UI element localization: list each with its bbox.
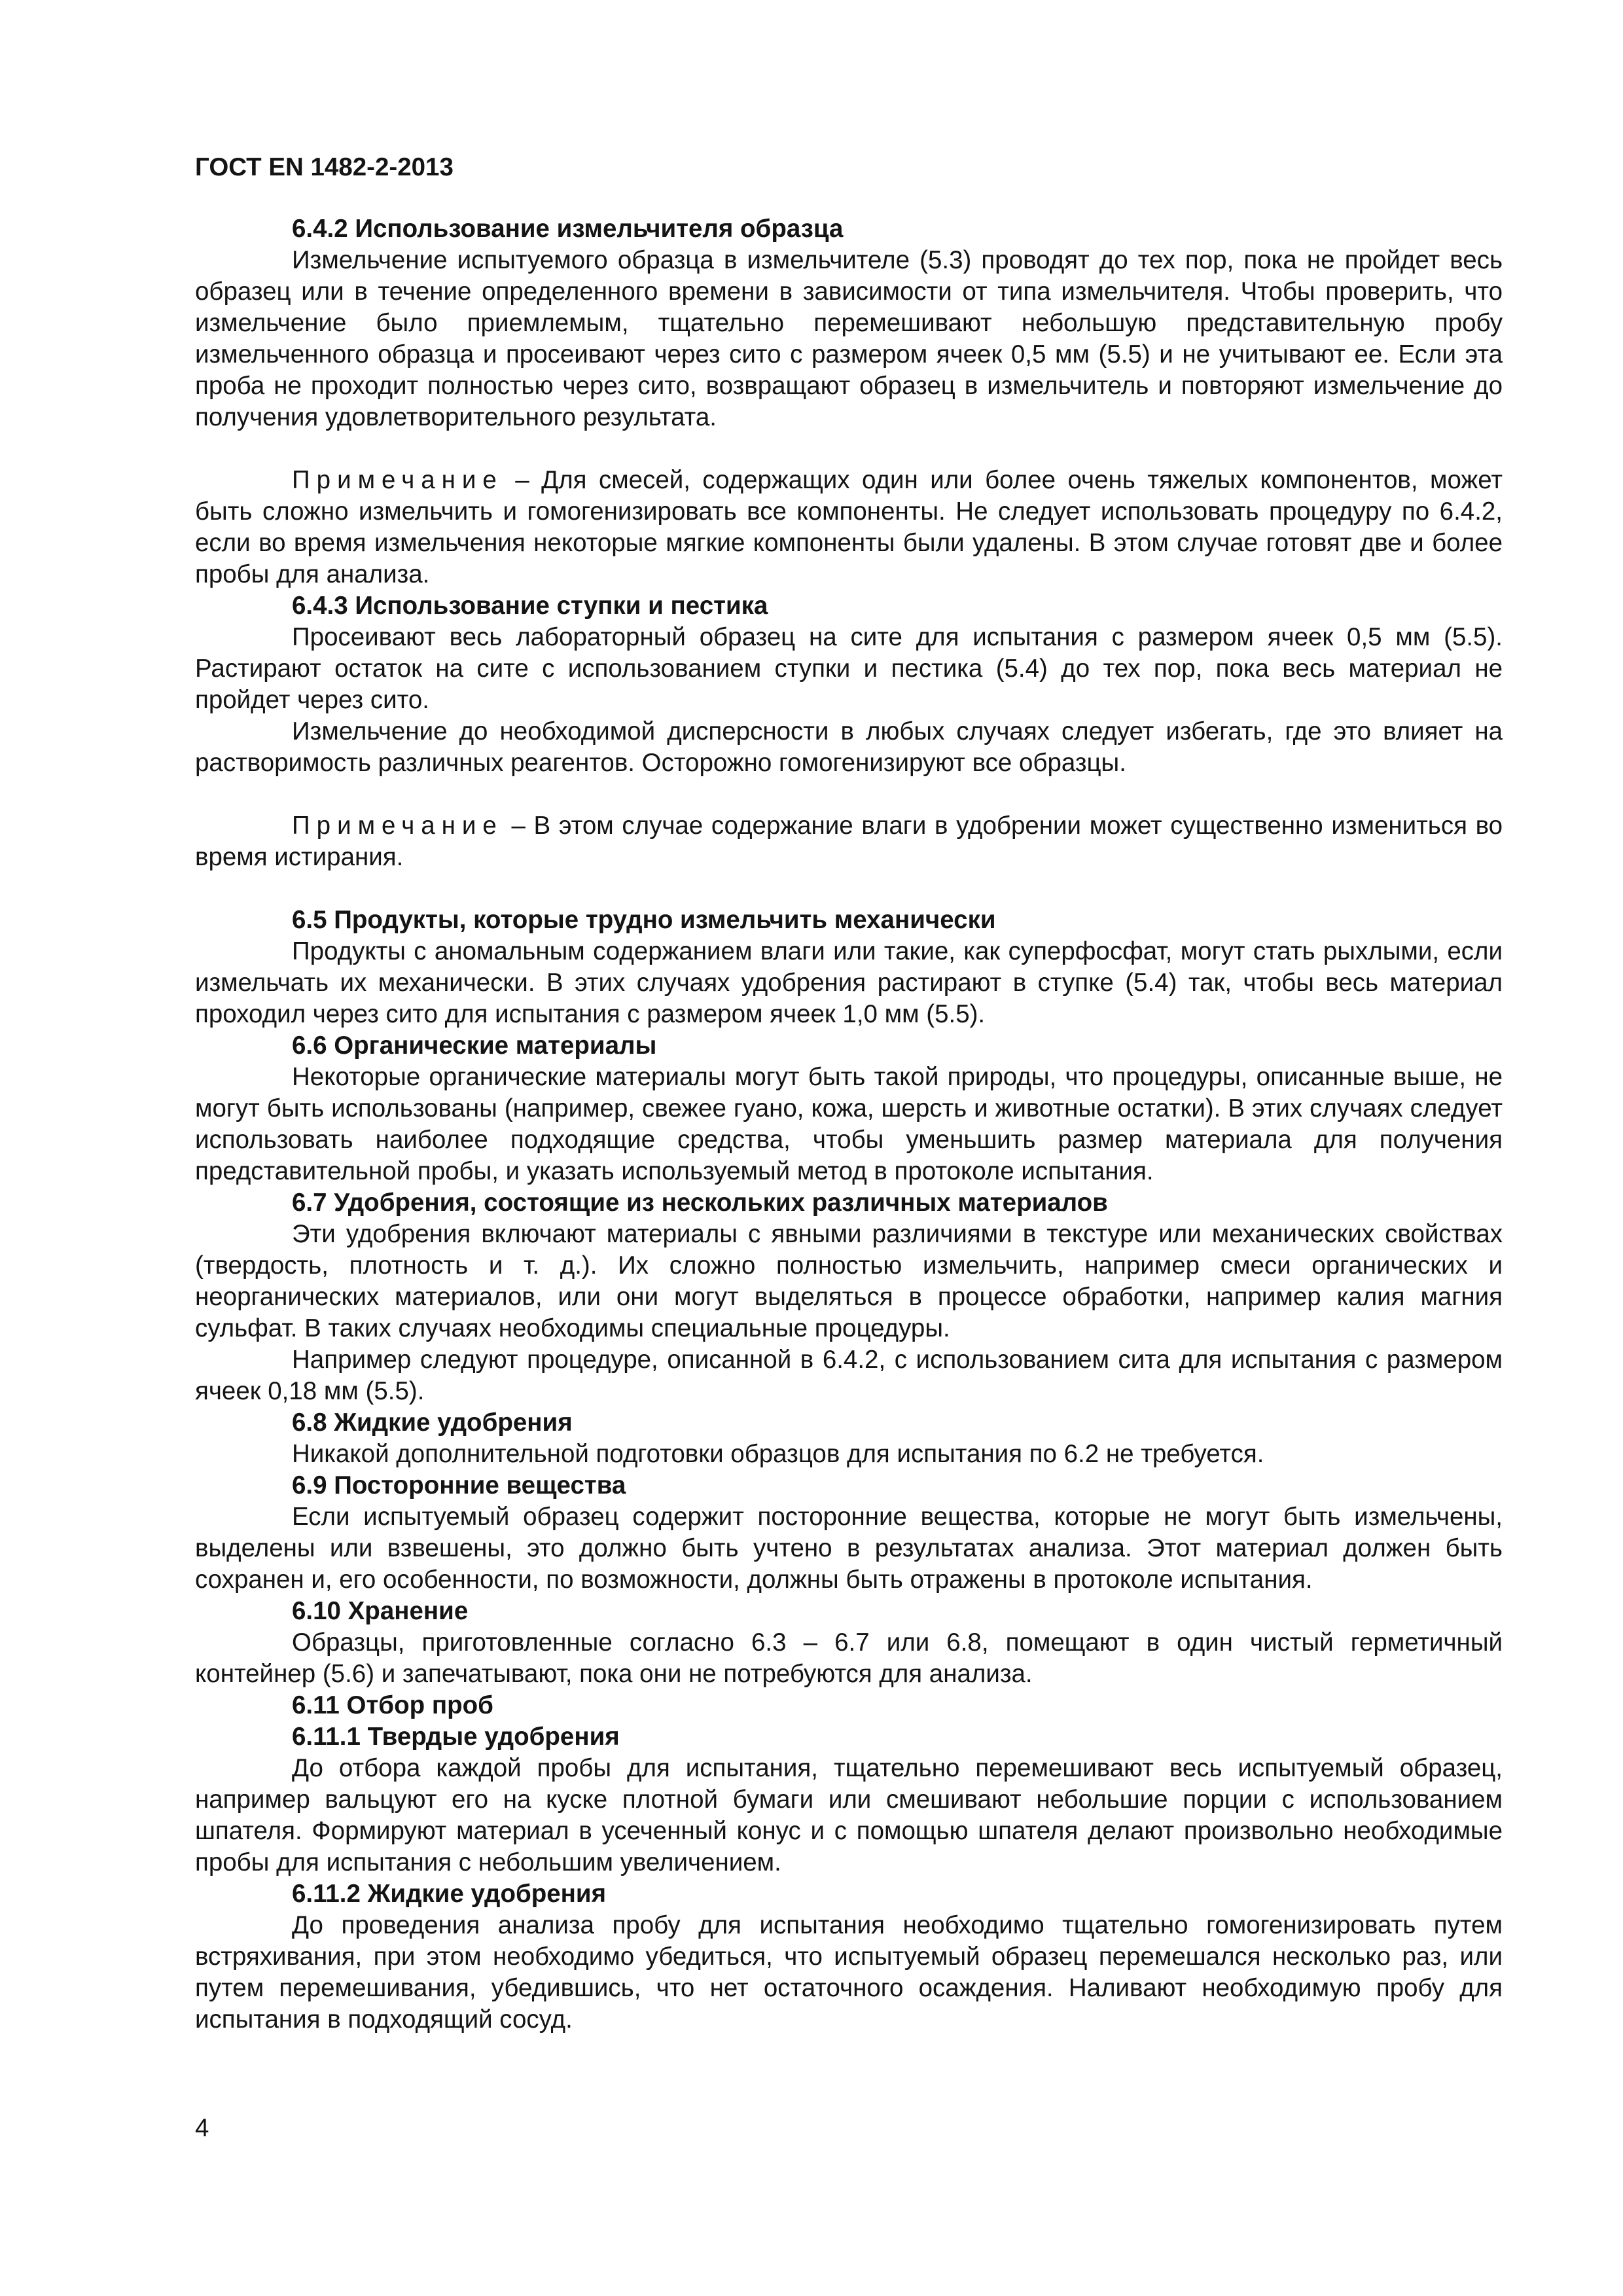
body-paragraph: Никакой дополнительной подготовки образцов для испытания по 6.2 не требуется. <box>292 1440 1264 1468</box>
section-heading: 6.11 Отбор проб <box>292 1691 493 1719</box>
document-code-header: ГОСТ EN 1482-2-2013 <box>195 153 454 181</box>
section-heading: 6.5 Продукты, которые трудно измельчить механически <box>292 906 996 934</box>
body-paragraph: Например следуют процедуре, описанной в 6.4.2, с использованием сита для испытания с размером ячеек 0,18 мм (5.5). <box>195 1346 1503 1405</box>
section-heading: 6.7 Удобрения, состоящие из нескольких различных материалов <box>292 1189 1108 1217</box>
paragraph-gap <box>195 873 1503 905</box>
note-text: – В этом случае содержание влаги в удобрении может существенно измениться во время истирания. <box>195 812 1503 871</box>
note-paragraph <box>195 810 1503 873</box>
body-paragraph: Измельчение испытуемого образца в измельчителе (5.3) проводят до тех пор, пока не пройдет весь образец или в течение определенного времени в зависимости от типа измельчителя. Чтобы проверить, что измельчение было приемлемым, тщательно перемешивают небольшую представительную пробу измельченного образца и просеивают через сито с размером ячеек 0,5 мм (5.5) и не учитывают ее. Если эта проба не проходит полностью через сито, возвращают образец в измельчитель и повторяют измельчение до получения удовлетворительного результата. <box>195 246 1503 431</box>
document-body <box>195 213 1503 2036</box>
page-number: 4 <box>195 2114 209 2142</box>
body-paragraph: Измельчение до необходимой дисперсности в любых случаях следует избегать, где это влияет на растворимость различных реагентов. Осторожно гомогенизируют все образцы. <box>195 717 1503 777</box>
section-heading: 6.11.2 Жидкие удобрения <box>292 1880 607 1908</box>
body-paragraph: Если испытуемый образец содержит посторонние вещества, которые не могут быть измельчены, выделены или взвешены, это должно быть учтено в результатах анализа. Этот материал должен быть сохранен и, его особенности, по возможности, должны быть отражены в протоколе испытания. <box>195 1503 1503 1594</box>
section-heading: 6.4.3 Использование ступки и пестика <box>292 592 768 620</box>
note-label: Примечание <box>292 466 503 494</box>
paragraph-gap <box>195 779 1503 810</box>
note-label: Примечание <box>292 812 503 840</box>
section-heading: 6.4.2 Использование измельчителя образца <box>292 215 844 243</box>
note-text: – Для смесей, содержащих один или более очень тяжелых компонентов, может быть сложно измельчить и гомогенизировать все компоненты. Не следует использовать процедуру по 6.4.2, если во время измельчения некоторые мягкие компоненты были удалены. В этом случае готовят две и более пробы для анализа. <box>195 466 1503 588</box>
paragraph-gap <box>195 433 1503 465</box>
body-paragraph: До проведения анализа пробу для испытания необходимо тщательно гомогенизировать путем встряхивания, при этом необходимо убедиться, что испытуемый образец перемешался несколько раз, или путем перемешивания, убедившись, что нет остаточного осаждения. Наливают необходимую пробу для испытания в подходящий сосуд. <box>195 1911 1503 2034</box>
body-paragraph: Продукты с аномальным содержанием влаги или такие, как суперфосфат, могут стать рыхлыми, если измельчать их механически. В этих случаях удобрения растирают в ступке (5.4) так, чтобы весь материал проходил через сито для испытания с размером ячеек 1,0 мм (5.5). <box>195 937 1503 1028</box>
section-heading: 6.10 Хранение <box>292 1597 469 1625</box>
body-paragraph: До отбора каждой пробы для испытания, тщательно перемешивают весь испытуемый образец, например вальцуют его на куске плотной бумаги или смешивают небольшие порции с использованием шпателя. Формируют материал в усеченный конус и с помощью шпателя делают произвольно необходимые пробы для испытания с небольшим увеличением. <box>195 1754 1503 1876</box>
body-paragraph: Некоторые органические материалы могут быть такой природы, что процедуры, описанные выше, не могут быть использованы (например, свежее гуано, кожа, шерсть и животные остатки). В этих случаях следует использовать наиболее подходящие средства, чтобы уменьшить размер материала для получения представительной пробы, и указать используемый метод в протоколе испытания. <box>195 1063 1503 1185</box>
body-paragraph: Просеивают весь лабораторный образец на сите для испытания с размером ячеек 0,5 мм (5.5). Растирают остаток на сите с использованием ступки и пестика (5.4) до тех пор, пока весь материал не пройдет через сито. <box>195 623 1503 714</box>
section-heading: 6.6 Органические материалы <box>292 1031 657 1060</box>
body-paragraph: Эти удобрения включают материалы с явными различиями в текстуре или механических свойствах (твердость, плотность и т. д.). Их сложно полностью измельчить, например смеси органических и неорганических материалов, или они могут выделяться в процессе обработки, например калия магния сульфат. В таких случаях необходимы специальные процедуры. <box>195 1220 1503 1342</box>
body-paragraph: Образцы, приготовленные согласно 6.3 – 6.7 или 6.8, помещают в один чистый герметичный контейнер (5.6) и запечатывают, пока они не потребуются для анализа. <box>195 1628 1503 1688</box>
section-heading: 6.9 Посторонние вещества <box>292 1471 626 1499</box>
section-heading: 6.8 Жидкие удобрения <box>292 1408 573 1437</box>
note-paragraph <box>195 465 1503 590</box>
section-heading: 6.11.1 Твердые удобрения <box>292 1723 620 1751</box>
